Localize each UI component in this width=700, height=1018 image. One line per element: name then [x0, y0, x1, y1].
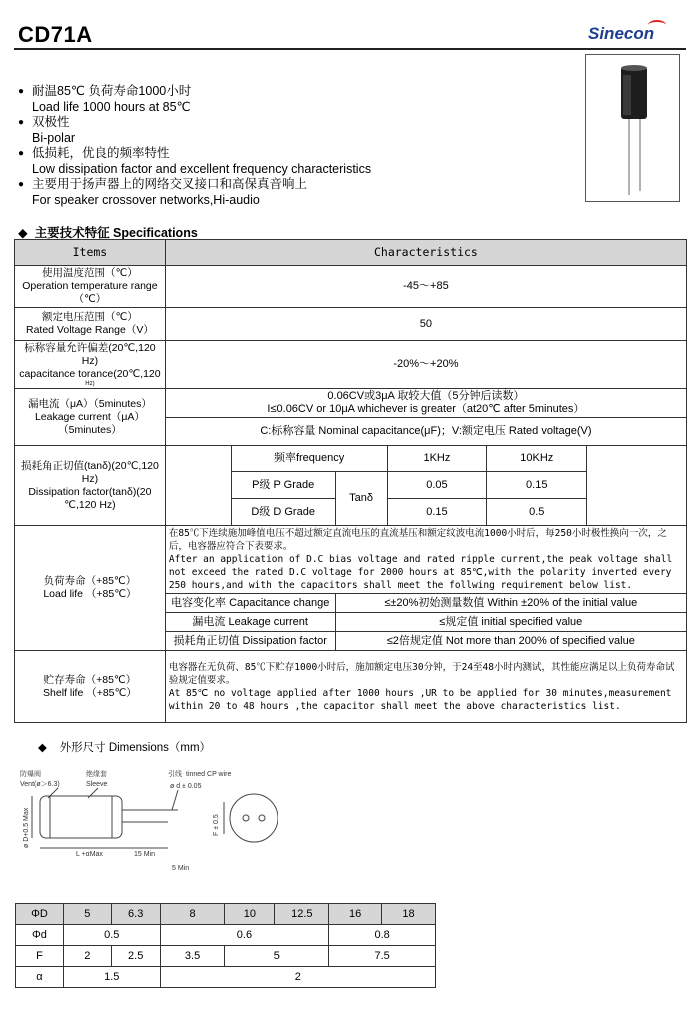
feature-en-3: Low dissipation factor and excellent frequency characteristics: [32, 161, 372, 176]
load-cap-label: 电容变化率 Capacitance change: [165, 594, 335, 613]
feature-zh-3: ● 低损耗，优良的频率特性: [18, 146, 371, 162]
sleeve-en-label: Sleeve: [86, 781, 108, 788]
l-max-label: L +αMax: [76, 851, 103, 858]
wire-en-label: tinned CP wire: [186, 771, 232, 778]
logo-arc-icon: [648, 20, 666, 30]
col-items: Items: [15, 240, 166, 266]
shelf-life-label: 贮存寿命（+85℃） Shelf life （+85℃）: [15, 651, 166, 723]
d-max-label: ø D+0.5 Max: [23, 807, 30, 848]
tan-symbol: Tanδ: [335, 472, 387, 526]
feature-list: [18, 84, 371, 208]
spec-row-tolerance: [15, 341, 687, 389]
feature-zh-2: ● 双极性: [18, 115, 371, 131]
feature-en-1: Load life 1000 hours at 85℃: [32, 99, 191, 114]
dim-cell: F: [16, 946, 64, 967]
feature-zh-1: ● 耐温85℃ 负荷寿命1000小时: [18, 84, 371, 100]
dim-cell: 2: [160, 967, 435, 988]
dim-cell: 2.5: [111, 946, 160, 967]
page-title: CD71A: [18, 22, 93, 47]
dim-row-pitch: [16, 946, 436, 967]
load-life-label: 负荷寿命（+85℃） Load life （+85℃）: [15, 526, 166, 651]
tan-d-10k: 0.5: [487, 499, 587, 526]
tan-d-grade: D级 D Grade: [231, 499, 335, 526]
load-df-value: ≤2倍规定值 Not more than 200% of specified value: [335, 632, 686, 651]
sleeve-zh-label: 绝缘套: [86, 771, 107, 778]
header-divider: [14, 48, 686, 50]
leakage-note: C:标称容量 Nominal capacitance(μF)；V:额定电压 Rated voltage(V): [165, 418, 686, 446]
spec-section-title: ◆ 主要技术特征 Specifications: [18, 226, 198, 240]
load-lc-value: ≤规定值 initial specified value: [335, 613, 686, 632]
dim-row-alpha: [16, 967, 436, 988]
tan-p-grade: P级 P Grade: [231, 472, 335, 499]
temp-label: 使用温度范围（℃） Operation temperature range （℃）: [15, 266, 166, 308]
dim-cell: 0.6: [160, 925, 329, 946]
load-life-desc: 在85℃下连续施加峰值电压不超过额定直流电压的直流基压和额定纹波电流1000小时后，每250小时极性换向一次，之后，电容器应符合下表要求。 After an application of D.C bias voltage and rated ripple current,the peak voltage shall not exceed the rated D.C voltage for 2000 hours at 85℃,with the polarity inverted every 250 hours,and with the capacitors shall meet the follwing requirement below list.: [165, 526, 686, 594]
tan-freq-1k: 1KHz: [387, 446, 487, 472]
vent-label: 防爆阀: [20, 771, 41, 778]
diamond-icon: ◆: [18, 226, 35, 240]
spec-table: [14, 239, 687, 723]
lead-min-label: 15 Min: [134, 851, 156, 858]
temp-value: -45～+85: [165, 266, 686, 308]
brand-logo: Sinecon: [588, 24, 655, 43]
spec-row-load-desc: [15, 526, 687, 594]
wire-d-label: ø d ± 0.05: [170, 783, 202, 790]
load-cap-value: ≤±20%初始测量数值 Within ±20% of the initial value: [335, 594, 686, 613]
tan-d-1k: 0.15: [387, 499, 487, 526]
tan-spacer: [165, 446, 231, 526]
dimension-table: [15, 903, 436, 988]
col-characteristics: Characteristics: [165, 240, 686, 266]
dim-cell: Φd: [16, 925, 64, 946]
load-df-label: 损耗角正切值 Dissipation factor: [165, 632, 335, 651]
wire-zh-label: 引线: [168, 771, 182, 778]
leakage-label: 漏电流（μA）（5minutes） Leakage current（μA） （5minutes）: [15, 389, 166, 446]
load-lc-label: 漏电流 Leakage current: [165, 613, 335, 632]
spec-row-temp: [15, 266, 687, 308]
voltage-value: 50: [165, 308, 686, 341]
dimension-drawing: [18, 766, 278, 878]
dimensions-title: ◆ 外形尺寸 Dimensions（mm）: [38, 742, 212, 754]
dim-cell: 2: [63, 946, 111, 967]
spec-row-voltage: [15, 308, 687, 341]
tolerance-value: -20%～+20%: [165, 341, 686, 389]
tan-label: 损耗角正切值(tanδ)(20℃,120 Hz) Dissipation factor(tanδ)(20 ℃,120 Hz): [15, 446, 166, 526]
dim-cell: 0.8: [329, 925, 436, 946]
tan-p-1k: 0.05: [387, 472, 487, 499]
dim-head-cell: 8: [160, 904, 225, 925]
tan-blank: [587, 446, 687, 526]
dim-head-cell: 16: [329, 904, 382, 925]
tan-freq-label: 频率frequency: [231, 446, 387, 472]
spec-header-row: [15, 240, 687, 266]
dim-cell: 0.5: [63, 925, 160, 946]
tan-p-10k: 0.15: [487, 472, 587, 499]
dim-head-cell: 10: [225, 904, 275, 925]
dim-cell: 7.5: [329, 946, 436, 967]
dim-cell: 5: [225, 946, 329, 967]
tolerance-label: 标称容量允许偏差(20℃,120 Hz) capacitance torance(20℃,120 Hz): [15, 341, 166, 389]
capacitor-photo: [585, 54, 680, 202]
f-label: F ± 0.5: [213, 814, 220, 836]
spec-row-shelf: [15, 651, 687, 723]
dim-cell: α: [16, 967, 64, 988]
dim-head-label: ΦD: [16, 904, 64, 925]
dim-row-diameter: [16, 904, 436, 925]
spec-row-tan-freq: [15, 446, 687, 472]
feature-en-4: For speaker crossover networks,Hi-audio: [32, 192, 260, 207]
diamond-icon: ◆: [38, 742, 60, 754]
shelf-life-desc: 电容器在无负荷、85℃下贮存1000小时后，施加额定电压30分钟，于24至48小时内测试，其性能应满足以上负荷寿命试验规定值要求。 At 85℃ no voltage applied after 1000 hours ,UR to be applied for 30 minutes,measurement within 20 to 48 hours ,the capacitor shall meet the above characteristics list.: [165, 651, 686, 723]
feature-en-2: Bi-polar: [32, 130, 76, 145]
dim-head-cell: 18: [382, 904, 436, 925]
lead-min5-label: 5 Min: [172, 865, 190, 872]
feature-zh-4: ● 主要用于扬声器上的网络交叉接口和高保真音响上: [18, 177, 371, 193]
voltage-label: 额定电压范围（℃） Rated Voltage Range（V）: [15, 308, 166, 341]
dim-head-cell: 5: [63, 904, 111, 925]
tan-freq-10k: 10KHz: [487, 446, 587, 472]
leakage-value: 0.06CV或3μA 取较大值（5分钟后读数） I≤0.06CV or 10μA whichever is greater（at20℃ after 5minutes）: [165, 389, 686, 418]
dim-row-lead-diameter: [16, 925, 436, 946]
dim-head-cell: 6.3: [111, 904, 160, 925]
vent-en-label: Vent(ø＞6.3): [20, 781, 60, 788]
dim-head-cell: 12.5: [275, 904, 329, 925]
dim-cell: 1.5: [63, 967, 160, 988]
dim-cell: 3.5: [160, 946, 225, 967]
spec-row-leakage: [15, 389, 687, 418]
